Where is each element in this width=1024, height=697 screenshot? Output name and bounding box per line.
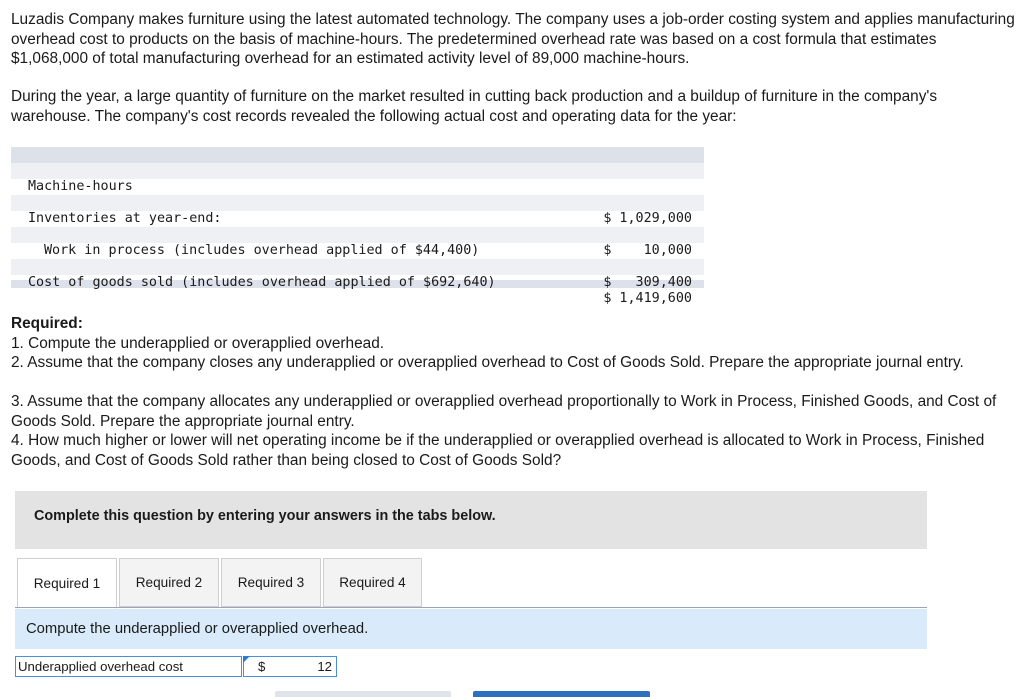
previous-button[interactable]	[275, 691, 451, 697]
answer-value: 12	[317, 659, 332, 674]
intro-paragraph-2: During the year, a large quantity of furniture on the market resulted in cutting back production and a buildup of furniture in the company's warehouse. The company's cost records revealed the following actual cost and operating data for the year:	[11, 88, 938, 125]
row-label: Inventories at year-end:	[28, 211, 222, 226]
row-amount: $ 1,419,600	[603, 291, 692, 306]
intro-paragraph-1: Luzadis Company makes furniture using the latest automated technology. The company uses a job-order costing system and applies manufacturing overhead cost to products on the basis of machine-hours. The predetermined overhead rate was based on a cost formula that estimates $1,068,000 of total manufacturing overhead for an estimated activity level of 89,000 machine-hours.	[11, 11, 1015, 67]
tab-label: Required 1	[33, 576, 101, 591]
cost-data-table	[11, 147, 704, 306]
required-item-1: 1. Compute the underapplied or overapplied overhead.	[11, 335, 385, 352]
tab-label: Required 4	[339, 575, 406, 590]
tab-required-3[interactable]	[221, 558, 321, 607]
answer-label: Underapplied overhead cost	[18, 659, 183, 674]
instructions-text: Complete this question by entering your answers in the tabs below.	[34, 508, 496, 524]
answer-label-cell[interactable]	[15, 656, 242, 677]
next-button[interactable]	[473, 691, 650, 697]
row-amount: $ 10,000	[603, 243, 692, 258]
row-amount: $ 1,029,000	[603, 211, 692, 226]
tab-label: Required 3	[237, 575, 305, 590]
row-label: Cost of goods sold (includes overhead applied of $692,640)	[28, 275, 496, 290]
required-item-2: 2. Assume that the company closes any underapplied or overapplied overhead to Cost of Goods Sold. Prepare the appropriate journal entry.	[11, 354, 964, 371]
required-item-4: 4. How much higher or lower will net operating income be if the underapplied or overapplied overhead is allocated to Work in Process, Finished Goods, and Cost of Goods Sold rather than being closed to Cost of Goods Sold?	[11, 432, 985, 469]
table-row	[11, 163, 704, 194]
question-prompt-banner	[15, 609, 927, 649]
question-prompt: Compute the underapplied or overapplied overhead.	[26, 621, 369, 637]
currency-symbol: $	[258, 659, 266, 674]
row-label: Machine-hours	[28, 179, 133, 194]
required-item-3: 3. Assume that the company allocates any underapplied or overapplied overhead proportionally to Work in Process, Finished Goods, and Cost of Goods Sold. Prepare the appropriate journal entry.	[11, 393, 997, 430]
answer-input[interactable]	[243, 656, 337, 677]
tab-required-2[interactable]	[119, 558, 219, 607]
tab-label: Required 2	[135, 575, 203, 590]
tab-required-1[interactable]	[17, 558, 117, 609]
flag-icon	[243, 656, 250, 663]
tab-required-4[interactable]	[323, 558, 422, 607]
instructions-banner	[15, 491, 927, 549]
tab-divider	[15, 607, 927, 608]
row-label: Work in process (includes overhead applied of $44,400)	[44, 243, 480, 258]
required-heading: Required:	[11, 315, 83, 332]
row-amount: $ 309,400	[603, 275, 692, 290]
